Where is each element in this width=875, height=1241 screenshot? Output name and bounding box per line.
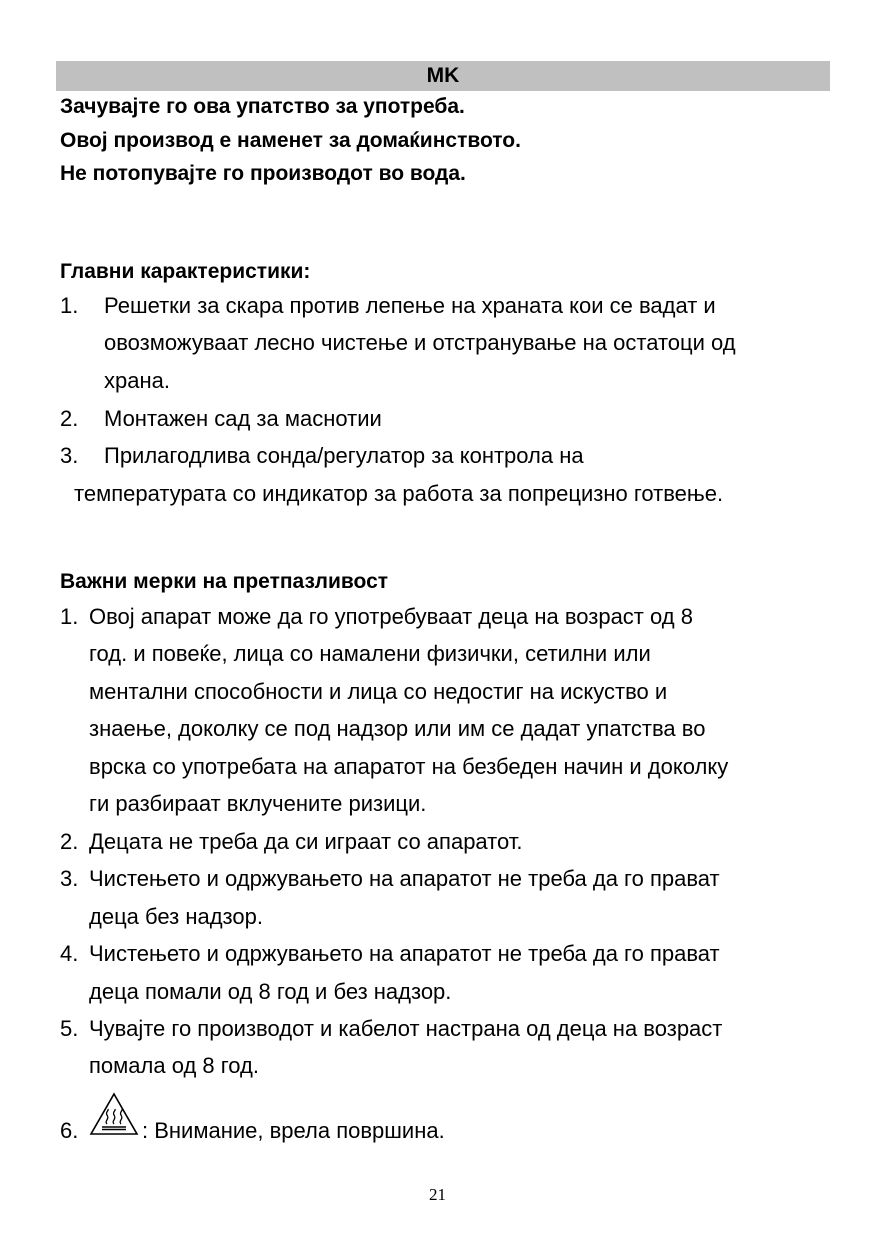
safety-text: Децата не треба да си играат со апаратот. <box>89 829 523 854</box>
safety-text: деца без надзор. <box>89 904 263 929</box>
feature-text: Монтажен сад за маснотии <box>104 406 382 431</box>
safety-text: деца помали од 8 год и без надзор. <box>89 979 452 1004</box>
safety-number: 3. <box>60 866 79 891</box>
feature-text: Решетки за скара против лепење на храната кои се вадат и <box>104 293 716 318</box>
safety-text: Овој апарат може да го употребуваат деца на возраст од 8 <box>89 604 693 629</box>
safety-number: 1. <box>60 604 79 629</box>
safety-text: : Внимание, врела површина. <box>142 1118 445 1143</box>
intro-line: Овој производ е наменет за домаќинството. <box>60 129 521 152</box>
safety-text: ментални способности и лица со недостиг на искуство и <box>89 679 668 704</box>
feature-text: овозможуваат лесно чистење и отстранување на остатоци од <box>104 330 736 355</box>
feature-number: 1. <box>60 293 79 318</box>
safety-number: 6. <box>60 1118 79 1143</box>
feature-text: температурата со индикатор за работа за попрецизно готвење. <box>74 481 724 506</box>
safety-heading: Важни мерки на претпазливост <box>60 570 389 593</box>
hot-surface-warning-icon <box>88 1091 140 1137</box>
feature-text: Прилагодлива сонда/регулатор за контрола на <box>104 443 584 468</box>
safety-text: Чистењето и одржувањето на апаратот не треба да го прават <box>89 866 720 891</box>
feature-number: 2. <box>60 406 79 431</box>
feature-text: храна. <box>104 368 170 393</box>
safety-text: ги разбираат вклучените ризици. <box>89 791 427 816</box>
safety-number: 5. <box>60 1016 79 1041</box>
intro-line: Зачувајте го ова упатство за употреба. <box>60 95 465 118</box>
intro-line: Не потопувајте го производот во вода. <box>60 162 466 185</box>
safety-number: 4. <box>60 941 79 966</box>
safety-text: год. и повеќе, лица со намалени физички, сетилни или <box>89 641 651 666</box>
features-heading: Главни карактеристики: <box>60 260 311 283</box>
safety-text: помала од 8 год. <box>89 1053 259 1078</box>
safety-text: Чувајте го производот и кабелот настрана од деца на возраст <box>89 1016 723 1041</box>
safety-number: 2. <box>60 829 79 854</box>
language-header: MK <box>56 61 830 91</box>
safety-text: знаење, доколку се под надзор или им се дадат упатства во <box>89 716 706 741</box>
page-number: 21 <box>429 1185 446 1204</box>
safety-text: врска со употребата на апаратот на безбеден начин и доколку <box>89 754 729 779</box>
safety-text: Чистењето и одржувањето на апаратот не треба да го прават <box>89 941 720 966</box>
feature-number: 3. <box>60 443 79 468</box>
